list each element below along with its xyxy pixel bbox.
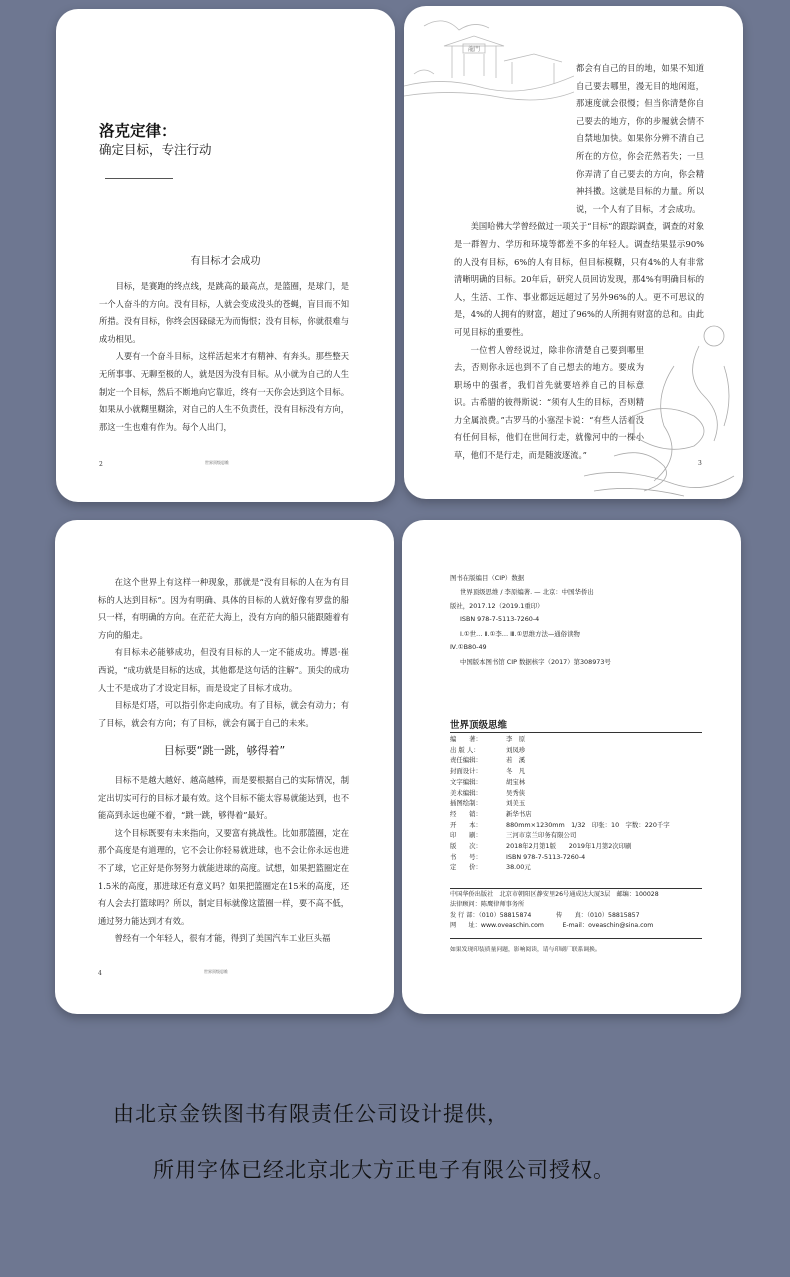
book-page-3 — [404, 6, 743, 499]
fish-rider-illustration — [574, 306, 743, 499]
credit-label: 插图绘制： — [450, 799, 482, 808]
credit-row — [450, 798, 670, 809]
credit-label: 版 次： — [450, 842, 482, 851]
paragraph: 曾经有一个年轻人，很有才能，得到了美国汽车工业巨头福 — [114, 933, 331, 944]
cip-line: 中国版本图书馆 CIP 数据核字（2017）第308973号 — [460, 658, 611, 666]
credit-row — [450, 788, 670, 799]
credit-value: 38.00元 — [506, 863, 531, 872]
credit-value: 吴秀侠 — [506, 788, 526, 797]
divider — [450, 938, 702, 939]
publisher-info — [450, 890, 659, 931]
paragraph: 美国哈佛大学曾经做过一项关于“目标”的跟踪调查，调查的对象是一群智力、学历和环境等都差不多的年轻人。调查结果显示90%的人没有目标，6%的人有目标，但目标模糊，只有4%的人有非常清晰明确的目标。20年后，研究人员回访发现，那4%有明确目标的人，生活、工作、事业都远远超过了另外96%的人。更不可思议的是，4%的人拥有的财富，超过了96%的人所拥有财富的总和。由此可见目标的重要性。 — [454, 221, 704, 337]
paragraph: 有目标未必能够成功，但没有目标的人一定不能成功。博恩·崔西说，“成功就是目标的达成，其他都是这句话的注解”。顶尖的成功人士不是成功了才设定目标，而是设定了目标才成功。 — [98, 647, 349, 693]
section-heading: 有目标才会成功 — [190, 256, 261, 267]
publisher-line: 发 行 部：（010）58815874 传 真：（010）58815857 — [450, 911, 640, 919]
credit-value: 若 溪 — [506, 756, 526, 765]
book-title: 世界顶级思维 — [450, 720, 508, 731]
credit-label: 美术编辑： — [450, 788, 482, 797]
paragraph: 都会有自己的目的地，如果不知道自己要去哪里，漫无目的地闲逛，那速度就会很慢；但当你清楚你自己要去的地方，你的步履就会情不自禁地加快。如果你分辨不清自己所在的方位，你会茫然若失；一旦你弄清了自己要去的方向，你会精神抖擞。这就是目标的力量。所以说，一个人有了目标，才会成功。 — [576, 63, 704, 214]
credits-list — [450, 734, 670, 873]
credit-row — [450, 777, 670, 788]
cip-line: Ⅳ.①B80-49 — [450, 643, 487, 651]
credit-row — [450, 820, 670, 831]
page-number: 3 — [698, 460, 702, 467]
credit-value: 三河市京兰印务有限公司 — [506, 831, 577, 840]
quality-notice: 如果发现印装质量问题，影响阅读，请与印刷厂联系调换。 — [450, 947, 601, 953]
publisher-line: 网 址：www.oveaschin.com E-mail：oveaschin@sina.com — [450, 921, 654, 929]
credit-value: 新华书店 — [506, 809, 532, 818]
cip-line: Ⅰ.①世… Ⅱ.①李… Ⅲ.①思维方法—通俗读物 — [460, 630, 580, 638]
paragraph: 这个目标既要有未来指向，又要富有挑战性。比如那篮圈，定在那个高度是有道理的，它不会让你轻易就进球，也不会让你永远也进不了球，它正好是你努努力就能进球的高度。试想，如果把篮圈定在1.5米的高度，那进球还有意义吗？如果把篮圈定在15米的高度，还有人会去打篮球吗？所以，制定目标就像这篮圈一样，要不高不低，通过努力能达到才有效。 — [98, 827, 349, 926]
cip-line: 版社，2017.12（2019.1重印） — [450, 602, 544, 610]
divider — [450, 732, 702, 733]
paragraph: 目标不是越大越好、越高越棒，而是要根据自己的实际情况，制定出切实可行的目标才最有效。这个目标不能太容易就能达到，也不能高到永远也碰不着，“跳一跳，够得着”最好。 — [98, 775, 349, 821]
credit-label: 封面设计： — [450, 767, 482, 776]
credit-row — [450, 830, 670, 841]
page-body-bottom — [98, 772, 349, 948]
credit-row — [450, 841, 670, 852]
page-body — [99, 278, 349, 436]
page-number: 4 — [98, 970, 102, 977]
cip-line: 世界顶级思维 / 李原编著. — 北京：中国华侨出 — [460, 588, 594, 596]
copyright-page — [402, 520, 741, 1014]
credit-row — [450, 745, 670, 756]
page-body-top — [98, 574, 349, 732]
credit-value: 880mm×1230mm 1/32 印张：10 字数：220千字 — [506, 820, 670, 829]
book-page-2 — [56, 9, 395, 502]
book-page-4 — [55, 520, 394, 1014]
credit-value: 冬 凡 — [506, 767, 526, 776]
credit-value: ISBN 978-7-5113-7260-4 — [506, 852, 586, 861]
paragraph: 人要有一个奋斗目标，这样活起来才有精神、有奔头。那些整天无所事事、无聊至极的人，就是因为没有目标。从小就为自己的人生制定一个目标，然后不断地向它靠近，终有一天你会达到这个目标。如果从小就糊里糊涂，对自己的人生不负责任，没有目标没有方向，那这一生也难有作为。每个人出门， — [99, 351, 349, 432]
chapter-subtitle: 确定目标，专注行动 — [99, 142, 212, 157]
pavilion-sign: 龍門 — [467, 46, 481, 53]
cip-heading: 图书在版编目（CIP）数据 — [450, 574, 525, 582]
credit-label: 定 价： — [450, 863, 482, 872]
paragraph: 在这个世界上有这样一种现象，那就是“没有目标的人在为有目标的人达到目标”。因为有明确、具体的目标的人就好像有罗盘的船只一样，有明确的方向。在茫茫大海上，没有方向的船只能跟随着有方向的船走。 — [98, 577, 349, 640]
paragraph: 一位哲人曾经说过，除非你清楚自己要到哪里去，否则你永远也到不了自己想去的地方。要成为职场中的强者，我们首先就要培养自己的目标意识。古希腊的彼得斯说：“须有人生的目标，否则精力全属浪费。”古罗马的小塞涅卡说：“有些人活着没有任何目标，他们在世间行走，就像河中的一棵小草，他们不是行走，而是随波逐流。” — [454, 344, 644, 461]
credit-value: 刘凤珍 — [506, 745, 526, 754]
credit-row — [450, 734, 670, 745]
caption-line-2: 所用字体已经北京北大方正电子有限公司授权。 — [153, 1158, 615, 1182]
credit-row — [450, 852, 670, 863]
cip-line: ISBN 978-7-5113-7260-4 — [460, 615, 540, 623]
credit-label: 出 版 人： — [450, 745, 480, 754]
credit-label: 开 本： — [450, 820, 482, 829]
section-heading: 目标要“跳一跳，够得着” — [163, 744, 286, 757]
publisher-line: 法律顾问：陈鹰律师事务所 — [450, 901, 525, 909]
credit-row — [450, 809, 670, 820]
credit-label: 印 刷： — [450, 831, 482, 840]
credit-row — [450, 862, 670, 873]
divider — [450, 888, 702, 889]
publisher-line: 中国华侨出版社 北京市朝阳区静安里26号通成达大厦3层 邮编：100028 — [450, 891, 659, 898]
credit-value: 2018年2月第1版 2019年1月第2次印刷 — [506, 842, 632, 851]
caption-line-1: 由北京金铁图书有限责任公司设计提供， — [113, 1102, 509, 1126]
credit-value: 刘美玉 — [506, 799, 526, 808]
paragraph: 目标，是赛跑的终点线，是跳高的最高点，是篮圈，是球门，是一个人奋斗的方向。没有目标，人就会变成没头的苍蝇，盲目而不知所措。没有目标，你终会因碌碌无为而悔恨；没有目标，你就很难与成功相见。 — [99, 281, 349, 344]
credit-label: 责任编辑： — [450, 756, 482, 765]
title-rule — [105, 178, 173, 179]
footer-logo: 世界顶级思维 — [205, 460, 229, 465]
credit-row — [450, 755, 670, 766]
page-number: 2 — [99, 461, 103, 468]
paragraph: 目标是灯塔，可以指引你走向成功。有了目标，就会有动力；有了目标，就会有方向；有了目标，就会有属于自己的未来。 — [98, 700, 349, 728]
credit-label: 经 销： — [450, 809, 482, 818]
credit-row — [450, 766, 670, 777]
credit-label: 编 著： — [450, 735, 482, 743]
credit-label: 文字编辑： — [450, 777, 482, 786]
credit-value: 胡宝林 — [506, 777, 526, 786]
credit-label: 书 号： — [450, 852, 482, 861]
footer-logo: 世界顶级思维 — [204, 969, 228, 974]
chapter-title: 洛克定律： — [99, 122, 177, 140]
credit-value: 李 原 — [506, 735, 526, 743]
